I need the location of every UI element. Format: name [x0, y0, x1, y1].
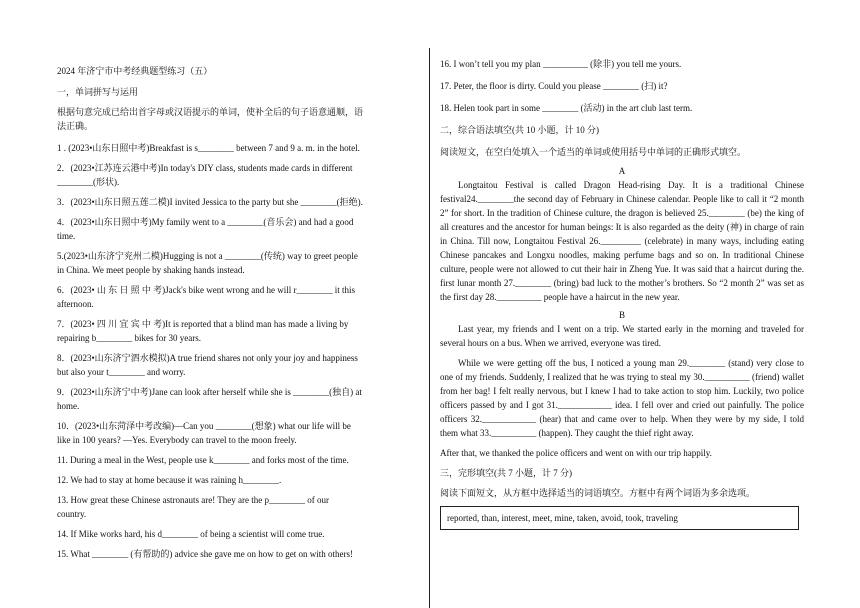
question-line: 4．(2023•山东日照中考)My family went to a ________(音乐会) and had a good	[57, 217, 354, 227]
question-line: repairing b________ bikes for 30 years.	[57, 333, 201, 343]
question-7	[57, 317, 421, 345]
question-line: 14. If Mike works hard, his d________ of being a scientist will come true.	[57, 529, 325, 539]
question-line: 6．(2023• 山 东 日 照 中 考)Jack's bike went wrong and he will r________ it this	[57, 285, 355, 295]
passage-a-label: A	[618, 166, 626, 176]
question-18: 18. Helen took part in some ________ (活动) in the art club last term.	[440, 103, 693, 113]
passage-b-paragraph-3: After that, we thanked the police officers and went on with our trip happily.	[440, 448, 712, 458]
question-line: 9．(2023•山东济宁中考)Jane can look after herself while she is ________(独自) at	[57, 387, 362, 397]
section-2-instructions: 阅读短文，在空白处填入一个适当的单词或使用括号中单词的正确形式填空。	[440, 147, 747, 157]
question-4	[57, 215, 421, 243]
section-3-instructions: 阅读下面短文，从方框中选择适当的词语填空。方框中有两个词语为多余选项。	[440, 488, 756, 498]
question-line: 8．(2023•山东济宁泗水模拟)A true friend shares not only your joy and happiness	[57, 353, 358, 363]
passage-b-label: B	[618, 310, 625, 320]
question-line: 10．(2023•山东菏泽中考改编)—Can you ________(想象) what our life will be	[57, 421, 351, 431]
question-5	[57, 249, 421, 277]
question-line: 11. During a meal in the West, people use k________ and forks most of the time.	[57, 455, 349, 465]
word-box: reported, than, interest, meet, mine, taken, avoid, took, traveling	[440, 506, 799, 530]
question-line: 1 . (2023•山东日照中考)Breakfast is s________ between 7 and 9 a. m. in the hotel.	[57, 143, 360, 153]
question-line: like in 100 years? —Yes. Everybody can travel to the moon freely.	[57, 435, 297, 445]
question-line: 5.(2023•山东济宁兖州二模)Hugging is not a ________(传统) way to greet people	[57, 251, 358, 261]
passage-b-paragraph-2: While we were getting off the bus, I noticed a young man 29.________ (stand) very close to one of my friends. Suddenly, I realized that he was trying to steal my 30.__________ (friend) wallet from her bag! I felt really nervous, but I knew I had to take action to stop him. Luckily, two police officers passed by and I got 31.____________ idea. I fell over and cried out painfully. The police officers 32.____________ (hear) that and came over to help. When they were by my side, I told them what 33.__________ (happen). They caught the thief right away.	[440, 358, 804, 438]
question-3	[57, 195, 421, 209]
question-11	[57, 453, 421, 467]
question-17: 17. Peter, the floor is dirty. Could you please ________ (扫) it?	[440, 81, 668, 91]
question-line: in China. We meet people by shaking hands instead.	[57, 265, 245, 275]
question-13	[57, 493, 421, 521]
question-line: 2．(2023•江苏连云港中考)In today's DIY class, students made cards in different	[57, 163, 353, 173]
question-1	[57, 141, 421, 155]
section-1-instructions-cont: 法正确。	[57, 121, 94, 131]
question-9	[57, 385, 421, 413]
section-2-heading: 二，综合语法填空(共 10 小题，计 10 分)	[440, 125, 599, 135]
question-line: but also your t________ and worry.	[57, 367, 186, 377]
column-divider	[429, 48, 430, 608]
question-line: country.	[57, 509, 87, 519]
passage-a: Longtaitou Festival is called Dragon Head-rising Day. It is a traditional Chinese festival24.________the second day of February in Chinese calendar. People like to call it “2 month 2” for short. In the tradition of Chinese culture, the dragon is believed 25.________ (be) the king of all creatures and the ancestor for human beings: It is also regarded as the deity (神) in charge of rain in China. Till now, Longtaitou Festival 26._________ (celebrate) in many ways, including eating Chinese pancakes and Longxu noodles, making perfume bags and so on. In traditional Chinese culture, people were not allowed to cut their hair in Zheng Yue. It was said that a haircut during the. first lunar month 27.________ (bring) bad luck to the mother’s brothers. So “2 month 2” was set as the first day 28.__________ people have a haircut in the new year.	[440, 180, 804, 302]
section-3-heading: 三，完形填空(共 7 小题，计 7 分)	[440, 468, 572, 478]
passage-b-paragraph-1: Last year, my friends and I went on a trip. We started early in the morning and traveled for several hours on a bus. When we arrived, everyone was tired.	[440, 324, 804, 348]
section-1-heading: 一，单词拼写与运用	[57, 87, 139, 97]
question-list-left	[57, 141, 421, 561]
question-16: 16. I won’t tell you my plan __________ (除非) you tell me yours.	[440, 59, 682, 69]
question-2	[57, 161, 421, 189]
right-column	[440, 0, 804, 608]
question-10	[57, 419, 421, 447]
page-title: 2024 年济宁市中考经典题型练习（五）	[57, 66, 213, 76]
question-line: ________(形状).	[57, 177, 120, 187]
left-column	[57, 0, 421, 608]
question-line: 13. How great these Chinese astronauts are! They are the p________ of our	[57, 495, 330, 505]
question-line: home.	[57, 401, 80, 411]
question-line: 7．(2023• 四 川 宜 宾 中 考)It is reported that a blind man has made a living by	[57, 319, 349, 329]
question-line: 12. We had to stay at home because it was raining h________.	[57, 475, 282, 485]
question-15	[57, 547, 421, 561]
question-6	[57, 283, 421, 311]
question-line: time.	[57, 231, 76, 241]
question-line: afternoon.	[57, 299, 94, 309]
question-14	[57, 527, 421, 541]
question-line: 3．(2023•山东日照五莲二模)I invited Jessica to the party but she ________(拒绝).	[57, 197, 363, 207]
question-line: 15. What ________ (有帮助的) advice she gave me on how to get on with others!	[57, 549, 354, 559]
section-1-instructions: 根据句意完成已给出首字母或汉语提示的单词，使补全后的句子语意通顺，语	[57, 107, 364, 117]
question-8	[57, 351, 421, 379]
question-12	[57, 473, 421, 487]
